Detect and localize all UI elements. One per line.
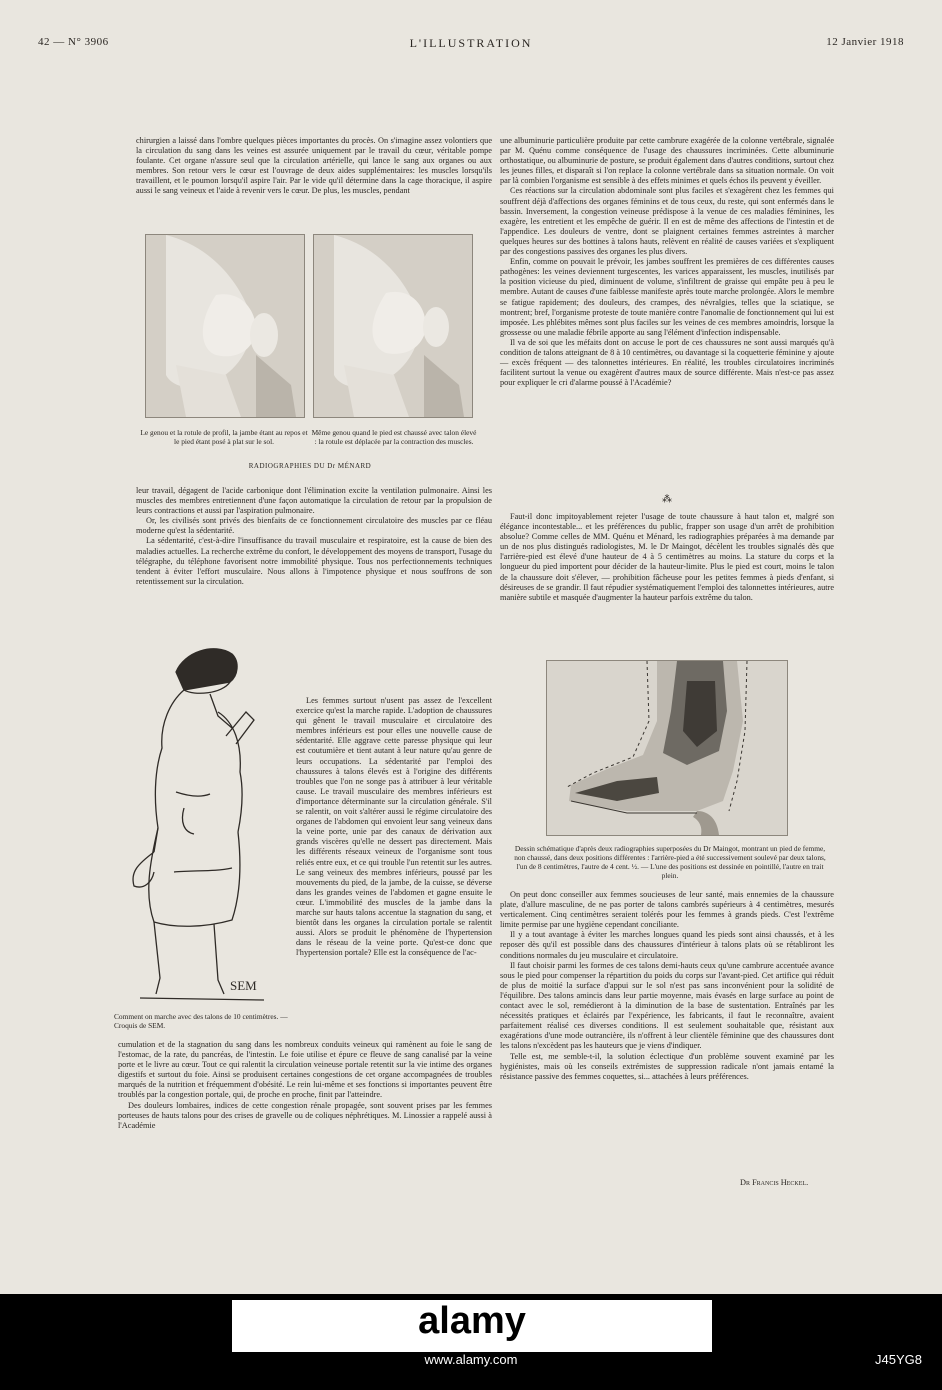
watermark-image-id: J45YG8 <box>875 1352 922 1367</box>
xray-image-left <box>145 234 305 418</box>
issue-date: 12 Janvier 1918 <box>826 36 904 48</box>
left-column-narrow <box>296 696 492 958</box>
paragraph: Il va de soi que les méfaits dont on accuse le port de ces chaussures ne sont aussi marqués qu'à condition de talons atteignant de 8 à 10 centimètres, ou davantage si la coquetterie féminine y ajoute — excès fréquent — des talonnettes intérieures. En réalité, les troubles circulatoires incriminés facilitent surtout la venue ou exagèrent d'autres maux de source différente. Mais n'est-ce pas assez pour expliquer le cri d'alarme poussé à l'Académie? <box>500 337 834 388</box>
left-column-bottom <box>118 1040 492 1131</box>
xray-caption-right: Même genou quand le pied est chaussé avec talon élevé : la rotule est déplacée par la contraction des muscles. <box>311 428 477 446</box>
page-number: 42 — N° 3906 <box>38 36 109 48</box>
foot-diagram <box>546 660 788 836</box>
paragraph: On peut donc conseiller aux femmes soucieuses de leur santé, mais ennemies de la chaussure plate, d'allure masculine, de ne pas porter de talons cambrés supérieurs à 4 centimètres, mesurés verticalement. Cinq centimètres seraient tolérés pour les femmes à grands pieds. C'est l'extrême limite permise par une hygiène cependant conciliante. <box>500 890 834 930</box>
svg-text:SEM: SEM <box>230 978 257 993</box>
left-column-mid <box>136 486 492 587</box>
right-column-mid <box>500 512 834 603</box>
xray-image-right <box>313 234 473 418</box>
sketch-woman-walking <box>114 632 288 1007</box>
watermark-url: www.alamy.com <box>424 1352 518 1367</box>
watermark-logo: alamy <box>418 1300 526 1342</box>
xray-figure-title: RADIOGRAPHIES DU Dr MÉNARD <box>248 462 372 470</box>
paragraph: Ces réactions sur la circulation abdominale sont plus faciles et s'exagèrent chez les femmes qui souffrent déjà d'affections des organes féminins et de tous ceux, du reste, qui sont enfermés dans le bassin. Inversement, la congestion veineuse prédispose à la venue de ces maladies féminines, les exagère, les entretient et les empêche de guérir. Il en est de même des affections de l'intestin et de l'appendice. Les douleurs de ventre, dont se plaignent certaines femmes astreintes à marcher quelques heures sur des bottines à talons hauts, relèvent en réalité de causes variées et s'expliquent par des congestions passives des organes les plus divers. <box>500 186 834 257</box>
paragraph: Des douleurs lombaires, indices de cette congestion rénale propagée, sont souvent prises par les femmes porteuses de hauts talons pour des crises de gravelle ou de coliques néphrétiques. M. Linossier a rappelé aussi à l'Académie <box>118 1100 492 1130</box>
paragraph: Il faut choisir parmi les formes de ces talons demi-hauts ceux qu'une cambrure accentuée avance sous le pied pour compenser la répartition du poids du corps sur l'avant-pied. Cet artifice qui réduit de plus de moitié la surface d'appui sur le sol n'est pas sans inconvénient pour la solidité de l'équilibre. Des talons amincis dans leur partie moyenne, mais évasés en large surface au point de contact avec le sol, remédieront à la diminution de la base de sustentation. Entraînés par les nécessités pratiques et éclairés par l'expérience, les fabricants, il faut le reconnaître, avaient parfaitement réalisé ces diverses conditions. Il est seulement souhaitable que, résistant aux exagérations d'une mode outrancière, ils n'offrent à leur clientèle féminine que des chaussures dont les talons n'excèdent pas les hauteurs que je viens d'indiquer. <box>500 960 834 1051</box>
paragraph: Telle est, me semble-t-il, la solution éclectique d'un problème souvent examiné par les hygiénistes, mais où les conseils extrémistes de suppression radicale n'ont jamais entamé la résistance passive des femmes coquettes, si... attachées à leurs préférences. <box>500 1051 834 1081</box>
xray-caption-left: Le genou et la rotule de profil, la jambe étant au repos et le pied étant posé à plat sur le sol. <box>140 428 308 446</box>
paragraph: Faut-il donc impitoyablement rejeter l'usage de toute chaussure à haut talon et, malgré son élégance incontestable... et les préférences du public, frapper son usage d'un arrêt de prohibition absolue? Comme celles de MM. Quénu et Ménard, les radiographies préparées à ma demande par un de nos plus distingués radiologistes, M. le Dr Maingot, décèlent les troubles signalés dès que l'arrière-pied est élevé d'une hauteur de 4 à 5 centimètres au moins. La stature du corps et la longueur du pied importent pour décider de la hauteur-limite. Plus le pied est court, moins le talon de la chaussure doit s'élever, — prohibition fâcheuse pour les petites femmes à pieds d'enfant, si désireuses de se grandir. Il faut répudier systématiquement l'emploi des talonnettes intérieures, autre manière subtile et masquée d'augmenter la hauteur parfois extrême du talon. <box>500 512 834 602</box>
paragraph: cumulation et de la stagnation du sang dans les nombreux conduits veineux qui ramènent au foie le sang de l'estomac, de la rate, du pancréas, de l'intestin. Le foie utilise et épure ce fleuve de sang canalisé par la veine porte et le livre au cœur. Tout ce qui ralentit la circulation veineuse portale retentit sur la vie intime des organes digestifs et surtout du foie. Ainsi se produisent certaines congestions de cet organe accompagnées de troubles marqués de la nutrition et fréquemment d'obésité. Le rein lui-même et ses fonctions si importantes peuvent être troublés par la congestion portale, qui, de proche en proche, finit par l'atteindre. <box>118 1040 492 1100</box>
asterism: ⁂ <box>662 494 672 505</box>
paragraph: chirurgien a laissé dans l'ombre quelques pièces importantes du procès. On s'imagine assez volontiers que la circulation du sang dans les veines est assurée uniquement par le travail du cœur, véritable pompe foulante. Cet organe n'assure seul que la circulation artérielle, qui lance le sang aux organes ou aux membres. Son retour vers le cœur est l'ouvrage de deux aides supplémentaires: les muscles lorsqu'ils travaillent, et le poumon lorsqu'il aspire l'air. Par le vide qu'il détermine dans la cage thoracique, il aspire aussi le sang veineux et l'aide à revenir vers le cœur. De plus, les muscles, pendant <box>136 136 492 196</box>
paragraph: leur travail, dégagent de l'acide carbonique dont l'élimination excite la ventilation pulmonaire. Ainsi les muscles des membres entretiennent d'une façon automatique la circulation de retour par la propulsion de leurs contractions et aussi par l'aspiration pulmonaire. <box>136 486 492 516</box>
paragraph: La sédentarité, c'est-à-dire l'insuffisance du travail musculaire et respiratoire, est la cause de bien des maladies actuelles. La recherche extrême du confort, le développement des moyens de transport, l'usage du télégraphe, du téléphone favorisent notre immobilité physique. Tous nos perfectionnements techniques tendent à éviter l'effort musculaire. Nous allons à l'impotence physique et nous souffrons de son retentissement sur la circulation. <box>136 536 492 586</box>
author-signature: Dr Francis Heckel. <box>740 1178 809 1187</box>
paragraph: Enfin, comme on pouvait le prévoir, les jambes souffrent les premières de ces différentes causes pathogènes: les veines deviennent turgescentes, les varices apparaissent, les muscles, inutilisés par la position vicieuse du pied, diminuent de volume, s'infiltrent de graisse qui empâte peu à peu le membre. Autant de causes d'une faiblesse manifeste après toute marche prolongée. Alors le membre se fatigue rapidement; des douleurs, des crampes, des névralgies, telles que la sciatique, se montrent; bref, l'organisme proteste de toute manière contre l'anomalie de fonctionnement qui lui est imposée. Les phlébites mêmes sont plus faciles sur les veines de ces membres amoindris, lorsque la grossesse ou une maladie fébrile apporte au sang l'élément d'infection indispensable. <box>500 257 834 337</box>
diagram-caption: Dessin schématique d'après deux radiographies superposées du Dr Maingot, montrant un pied de femme, non chaussé, dans deux positions différentes : l'arrière-pied a été successivement soulevé par deux talons, l'un de 8 centimètres, l'autre de 4 cent. ½. — L'une des positions est dessinée en pointillé, l'autre en trait plein. <box>514 844 826 880</box>
paragraph: Or, les civilisés sont privés des bienfaits de ce fonctionnement circulatoire des muscles par ce fléau moderne qu'est la sédentarité. <box>136 516 492 536</box>
paragraph: Il y a tout avantage à éviter les marches longues quand les pieds sont ainsi chaussés, et à les reposer dès qu'il est possible dans des chaussures d'intérieur à talons plats où se rétabliront les conditions normales du jeu musculaire et circulatoire. <box>500 930 834 960</box>
journal-title: L'ILLUSTRATION <box>409 36 533 50</box>
paragraph: Les femmes surtout n'usent pas assez de l'excellent exercice qu'est la marche rapide. L'adoption de chaussures qui gênent le travail musculaire et circulatoire des membres inférieurs est pour elles une nouvelle cause de sédentarité. Elle aggrave cette paresse physique qui leur est coutumière et tient autant à leur nature qu'au genre de leurs occupations. La sédentarité par l'emploi des chaussures à talons élevés est à l'origine des différents troubles que l'on ne songe pas à attribuer à leur véritable cause. Le travail musculaire des membres inférieurs est d'importance déterminante sur la circulation générale. S'il se ralentit, on voit s'altérer aussi le régime circulatoire des organes de l'abdomen qui envoient leur sang veineux dans la veine porte, unie par des canaux de dérivation aux grands viscères qu'elle ne dessert pas directement. Mais les différents réseaux veineux de l'organisme sont tous reliés entre eux, et ce qui trouble l'un retentit sur les autres. Le sang veineux des membres inférieurs, poussé par les mouvements du pied, de la jambe, de la cuisse, se déverse dans les grandes veines de l'abdomen et gagne ensuite le cœur. L'immobilité des muscles de la jambe dans la marche sur hauts talons accentue la stagnation du sang, et bientôt dans les organes la circulation portale se ralentit aussi. Alors se produit le phénomène de l'hypertension dans le réseau de la veine porte. Qu'est-ce donc que l'hypertension portale? Elle est la conséquence de l'ac- <box>296 696 492 958</box>
right-column-top <box>500 136 834 388</box>
right-column-bottom <box>500 890 834 1082</box>
paragraph: une albuminurie particulière produite par cette cambrure exagérée de la colonne vertébrale, signalée par M. Quénu comme conséquence de l'usage des chaussures incriminées. Cette albuminurie orthostatique, ou albuminurie de posture, se produit également dans d'autres conditions, surtout chez les jeunes filles, et disparaît si l'on replace la colonne vertébrale dans sa situation normale. On voit par là combien l'organisme est sensible à des effets minimes et quels échos ils peuvent y éveiller. <box>500 136 834 186</box>
sketch-caption: Comment on marche avec des talons de 10 centimètres. — Croquis de SEM. <box>114 1012 288 1030</box>
left-column-top <box>136 136 492 197</box>
